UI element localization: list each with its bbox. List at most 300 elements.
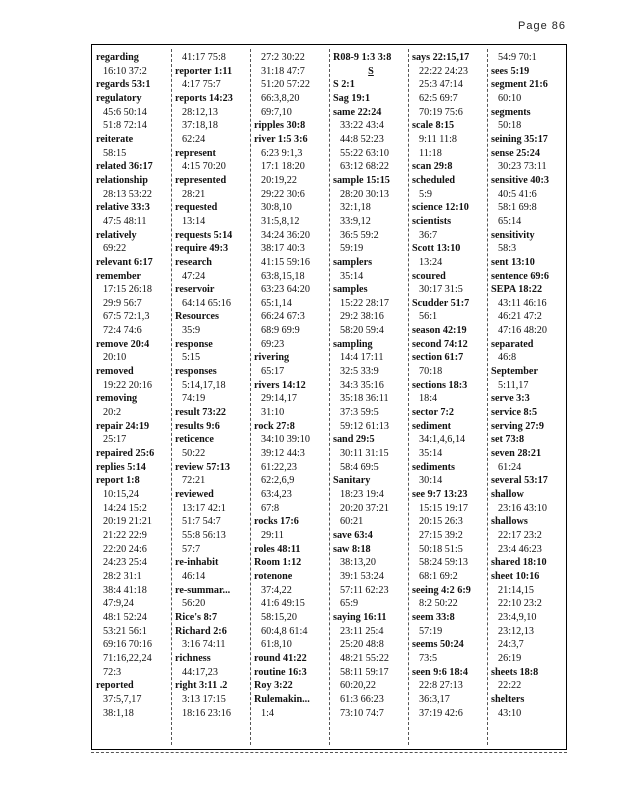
page-line-ref: 23:12,13: [498, 625, 534, 637]
index-entry: [254, 652, 330, 666]
page-line-ref: 58:15: [103, 147, 127, 159]
page-line-ref: 16:10 37:2: [103, 65, 147, 77]
page-line-ref: 23:11 25:4: [340, 625, 384, 637]
page-line-ref: 28:2 31:1: [103, 570, 142, 582]
page-line-ref: 47:9,24: [103, 598, 134, 610]
page-line-ref: 23:16 43:10: [498, 502, 547, 514]
index-term: segment 21:6: [491, 79, 548, 91]
index-term: reporter 1:11: [175, 65, 233, 77]
index-entry: [333, 256, 409, 283]
index-entry: [333, 51, 409, 65]
index-term: shallow: [491, 489, 524, 500]
index-entry: [175, 556, 251, 583]
index-entry: [175, 174, 251, 201]
index-term: re-inhabit: [175, 557, 219, 569]
index-term: samples: [333, 284, 368, 296]
index-term: replies 5:14: [96, 461, 146, 473]
index-term: scheduled: [412, 174, 456, 186]
page-line-ref: 69:23: [261, 338, 285, 350]
page-line-ref: 57:11 62:23: [340, 584, 389, 596]
page-line-ref: 66:24 67:3: [261, 311, 305, 323]
index-term: several 53:17: [491, 475, 548, 487]
page-line-ref: 34:10 39:10: [261, 434, 310, 446]
page-line-ref: 1:4: [261, 707, 275, 719]
index-term: Scudder 51:7: [412, 297, 470, 309]
index-entry: [412, 638, 488, 665]
index-term: sensitivity: [491, 229, 535, 241]
index-entry: [412, 338, 488, 352]
page-line-ref: 55:22 63:10: [340, 147, 389, 159]
page-line-ref: 20:15 26:3: [419, 516, 463, 528]
index-term: report 1:8: [96, 475, 140, 487]
index-entry: [333, 529, 409, 543]
index-term: sees 5:19: [491, 65, 530, 77]
index-term: shallows: [491, 516, 528, 528]
index-term: response: [175, 338, 213, 350]
page-line-ref: 5:14,17,18: [182, 379, 226, 391]
index-term: serve 3:3: [491, 393, 530, 405]
index-entry: [333, 338, 409, 434]
page-line-ref: 15:15 19:17: [419, 502, 468, 514]
page-line-ref: 58:4 69:5: [340, 461, 379, 473]
index-term: second 74:12: [412, 338, 468, 350]
index-entry: [412, 201, 488, 215]
page-line-ref: 69:7,10: [261, 106, 292, 118]
page-line-ref: 70:19 75:6: [419, 106, 463, 118]
index-term: save 63:4: [333, 529, 373, 541]
index-term: samplers: [333, 256, 373, 268]
page-line-ref: 28:21: [182, 188, 206, 200]
page-line-ref: 44:17,23: [182, 666, 218, 678]
page-line-ref: 14:24 15:2: [103, 502, 147, 514]
page-line-ref: 4:17 75:7: [182, 79, 221, 91]
index-term: scale 8:15: [412, 120, 455, 132]
index-entry: [96, 92, 172, 133]
page-line-ref: 30:14: [419, 475, 443, 487]
index-term: sediment: [412, 420, 452, 432]
index-entry: [254, 679, 330, 693]
page-line-ref: 68:1 69:2: [419, 570, 458, 582]
page-line-ref: 29:9 56:7: [103, 297, 142, 309]
page-line-ref: 58:15,20: [261, 611, 297, 623]
index-term: scientists: [412, 215, 452, 227]
page-line-ref: 22:22: [498, 680, 522, 692]
index-entry: [96, 679, 172, 720]
index-entry: [491, 338, 567, 365]
page-line-ref: 38:4 41:18: [103, 584, 147, 596]
page-line-ref: 9:11 11:8: [419, 133, 458, 145]
page-line-ref: 50:22: [182, 448, 206, 460]
page-line-ref: 18:4: [419, 393, 438, 405]
index-entry: [491, 78, 567, 105]
page-line-ref: 23:4,9,10: [498, 611, 537, 623]
index-entry: [491, 147, 567, 174]
page-line-ref: 25:20 48:8: [340, 639, 384, 651]
index-term: reiterate: [96, 133, 134, 145]
index-entry: [175, 433, 251, 460]
index-entry: [491, 420, 567, 434]
page-line-ref: 31:5,8,12: [261, 215, 300, 227]
index-entry: [175, 242, 251, 256]
section-letter: S: [368, 65, 374, 77]
page-line-ref: 37:3 59:5: [340, 407, 379, 419]
page-line-ref: 51:20 57:22: [261, 79, 310, 91]
index-term: repair 24:19: [96, 420, 150, 432]
page-line-ref: 27:2 30:22: [261, 52, 305, 63]
index-entry: [175, 51, 251, 65]
page-line-ref: 46:8: [498, 352, 517, 364]
index-entry: [412, 461, 488, 488]
index-entry: [333, 92, 409, 106]
page-line-ref: 58:24 59:13: [419, 557, 468, 569]
page-line-ref: 22:20 24:6: [103, 543, 147, 555]
page-line-ref: 36:3,17: [419, 693, 450, 705]
page-line-ref: 13:24: [419, 256, 443, 268]
index-entry: [491, 283, 567, 338]
index-entry: [491, 392, 567, 406]
page-line-ref: 5:9: [419, 188, 433, 200]
index-entry: [254, 515, 330, 542]
page-line-ref: 36:5 59:2: [340, 229, 379, 241]
index-entry: [96, 447, 172, 461]
index-term: represent: [175, 147, 216, 159]
page-line-ref: 30:8,10: [261, 202, 292, 214]
index-column-5: [412, 51, 488, 720]
page-line-ref: 60:10: [498, 92, 522, 104]
page-line-ref: 56:1: [419, 311, 438, 323]
page-line-ref: 32:5 33:9: [340, 366, 379, 378]
index-term: Roy 3:22: [254, 680, 293, 692]
index-entry: [412, 51, 488, 119]
index-entry: [491, 556, 567, 570]
page-line-ref: 50:18: [498, 120, 522, 132]
index-entry: [412, 160, 488, 174]
index-entry: [96, 420, 172, 447]
page-line-ref: 22:17 23:2: [498, 529, 542, 541]
page-line-ref: 20:19 21:21: [103, 516, 152, 528]
page-line-ref: 57:19: [419, 625, 443, 637]
page-line-ref: 58:3: [498, 243, 517, 255]
index-entry: [96, 461, 172, 475]
index-term: shelters: [491, 693, 525, 705]
index-term: science 12:10: [412, 202, 469, 214]
index-term: seven 28:21: [491, 448, 542, 460]
index-entry: [175, 338, 251, 365]
page-line-ref: 28:20 30:13: [340, 188, 389, 200]
index-entry: [412, 420, 488, 461]
index-entry: [491, 693, 567, 720]
index-entry: [333, 543, 409, 611]
page-line-ref: 24:23 25:4: [103, 557, 147, 569]
page-line-ref: 67:8: [261, 502, 280, 514]
page-line-ref: 3:16 74:11: [182, 639, 226, 651]
page-line-ref: 60:21: [340, 516, 364, 528]
index-entry: [333, 433, 409, 474]
index-term: separated: [491, 338, 534, 350]
page-line-ref: 15:22 28:17: [340, 297, 389, 309]
index-entry: [175, 652, 251, 679]
index-entry: [333, 106, 409, 174]
index-term: sheet 10:16: [491, 570, 540, 582]
index-term: reported: [96, 680, 134, 692]
page-line-ref: 19:22 20:16: [103, 379, 152, 391]
page-line-ref: 59:12 61:13: [340, 420, 389, 432]
page-line-ref: 70:18: [419, 366, 443, 378]
page-line-ref: 61:24: [498, 461, 522, 473]
index-entry: [491, 515, 567, 556]
index-entry: [491, 270, 567, 284]
index-entry: [254, 666, 330, 680]
page-number: Page 86: [518, 20, 566, 32]
page-line-ref: 36:7: [419, 229, 438, 241]
index-entry: [491, 65, 567, 79]
index-term: removing: [96, 393, 138, 405]
index-term: require 49:3: [175, 243, 229, 255]
page-line-ref: 63:8,15,18: [261, 270, 305, 282]
page-line-ref: 25:3 47:14: [419, 79, 463, 91]
page-line-ref: 31:10: [261, 407, 285, 419]
page-line-ref: 25:17: [103, 434, 127, 446]
index-term: richness: [175, 652, 211, 664]
page-line-ref: 61:8,10: [261, 639, 292, 651]
index-term: sections 18:3: [412, 379, 468, 391]
index-entry: [333, 474, 409, 529]
index-term: shared 18:10: [491, 557, 547, 569]
index-entry: [491, 474, 567, 488]
index-term: seeing 4:2 6:9: [412, 584, 471, 596]
index-term: S 2:1: [333, 79, 355, 91]
page-line-ref: 35:9: [182, 325, 201, 337]
page-line-ref: 45:6 50:14: [103, 106, 147, 118]
index-term: reviewed: [175, 489, 214, 500]
index-entry: [96, 474, 172, 679]
index-entry: [254, 543, 330, 557]
page-line-ref: 8:2 50:22: [419, 598, 458, 610]
index-term: saying 16:11: [333, 611, 387, 623]
page-line-ref: 26:19: [498, 652, 522, 664]
index-entry: [412, 488, 488, 584]
index-term: reticence: [175, 434, 214, 446]
index-entry: [254, 51, 330, 119]
index-entry: [254, 133, 330, 352]
page-line-ref: 74:19: [182, 393, 206, 405]
page-line-ref: 23:4 46:23: [498, 543, 542, 555]
index-term: set 73:8: [491, 434, 525, 446]
page-line-ref: 65:17: [261, 366, 285, 378]
index-term: seen 9:6 18:4: [412, 666, 469, 678]
page-line-ref: 29:14,17: [261, 393, 297, 405]
page-line-ref: 63:23 64:20: [261, 284, 310, 296]
page-line-ref: 11:18: [419, 147, 442, 159]
index-entry: [491, 51, 567, 65]
index-term: responses: [175, 366, 217, 378]
index-entry: [175, 201, 251, 228]
page-line-ref: 65:9: [340, 598, 359, 610]
index-term: Rice's 8:7: [175, 611, 218, 623]
index-entry: [333, 283, 409, 338]
index-term: remove 20:4: [96, 338, 150, 350]
page-line-ref: 39:12 44:3: [261, 448, 305, 460]
page-line-ref: 18:16 23:16: [182, 707, 231, 719]
index-entry: [491, 488, 567, 515]
index-term: sensitive 40:3: [491, 174, 550, 186]
index-entry: [491, 174, 567, 229]
index-entry: [96, 392, 172, 419]
index-term: ripples 30:8: [254, 120, 306, 132]
page-line-ref: 63:12 68:22: [340, 161, 389, 173]
page-line-ref: 51:7 54:7: [182, 516, 221, 528]
page-line-ref: 51:8 72:14: [103, 120, 147, 132]
page-line-ref: 20:20 37:21: [340, 502, 389, 514]
index-term: SEPA 18:22: [491, 284, 543, 296]
index-entry: [96, 256, 172, 270]
page-line-ref: 68:9 69:9: [261, 325, 300, 337]
page-line-ref: 73:10 74:7: [340, 707, 384, 719]
index-column-2: [175, 51, 251, 720]
index-term: result 73:22: [175, 407, 227, 419]
page-line-ref: 30:17 31:5: [419, 284, 463, 296]
index-entry: [175, 256, 251, 283]
index-term: sense 25:24: [491, 147, 540, 159]
index-term: rocks 17:6: [254, 516, 299, 528]
page-line-ref: 62:5 69:7: [419, 92, 458, 104]
index-entry: [491, 106, 567, 133]
index-term: relationship: [96, 174, 148, 186]
index-term: R08-9 1:3 3:8: [333, 52, 392, 63]
page-line-ref: 33:9,12: [340, 215, 371, 227]
page-line-ref: 28:13 53:22: [103, 188, 152, 200]
page-line-ref: 66:3,8,20: [261, 92, 300, 104]
index-term: rotenone: [254, 570, 293, 582]
index-entry: [96, 174, 172, 201]
index-entry: [491, 447, 567, 474]
index-term: scan 29:8: [412, 161, 453, 173]
index-entry: [333, 78, 409, 92]
page-line-ref: 35:14: [340, 270, 364, 282]
index-frame: [91, 44, 567, 750]
page-line-ref: 14:4 17:11: [340, 352, 384, 364]
page-line-ref: 41:15 59:16: [261, 256, 310, 268]
index-entry: [96, 201, 172, 228]
page-line-ref: 30:11 31:15: [340, 448, 389, 460]
page-line-ref: 37:5,7,17: [103, 693, 142, 705]
page-line-ref: 69:16 70:16: [103, 639, 152, 651]
index-term: review 57:13: [175, 461, 230, 473]
page-line-ref: 34:1,4,6,14: [419, 434, 466, 446]
index-term: sector 7:2: [412, 407, 454, 419]
page-line-ref: 44:8 52:23: [340, 133, 384, 145]
index-entry: [412, 324, 488, 338]
index-term: routine 16:3: [254, 666, 307, 678]
index-term: reports 14:23: [175, 92, 233, 104]
index-term: re-summar...: [175, 584, 231, 596]
page-line-ref: 73:5: [419, 652, 438, 664]
index-entry: [491, 133, 567, 147]
page-line-ref: 13:14: [182, 215, 206, 227]
page-line-ref: 34:24 36:20: [261, 229, 310, 241]
index-term: reservoir: [175, 284, 215, 296]
index-term: removed: [96, 366, 134, 378]
index-entry: [175, 283, 251, 310]
index-entry: [175, 461, 251, 488]
page-line-ref: 58:20 59:4: [340, 325, 384, 337]
index-entry: [412, 406, 488, 420]
page-line-ref: 61:22,23: [261, 461, 297, 473]
index-term: segments: [491, 106, 531, 118]
index-entry: [254, 556, 330, 570]
index-entry: [175, 310, 251, 337]
page-line-ref: 55:8 56:13: [182, 529, 226, 541]
index-term: serving 27:9: [491, 420, 544, 432]
index-term: Scott 13:10: [412, 243, 461, 255]
index-term: sent 13:10: [491, 256, 535, 268]
index-entry: [412, 666, 488, 721]
page-line-ref: 59:19: [340, 243, 364, 255]
page-line-ref: 38:17 40:3: [261, 243, 305, 255]
index-entry: [412, 215, 488, 242]
index-term: relevant 6:17: [96, 256, 153, 268]
page-line-ref: 38:13,20: [340, 557, 376, 569]
index-term: service 8:5: [491, 407, 538, 419]
index-column-6: [491, 51, 567, 720]
index-column-3: [254, 51, 330, 720]
index-entry: [96, 229, 172, 256]
index-entry: [254, 119, 330, 133]
page-line-ref: 21:22 22:9: [103, 529, 147, 541]
index-term: requested: [175, 202, 218, 214]
index-entry: [175, 92, 251, 147]
page-line-ref: 61:3 66:23: [340, 693, 384, 705]
page-line-ref: 17:15 26:18: [103, 284, 152, 296]
index-term: sentence 69:6: [491, 270, 549, 282]
index-term: seems 50:24: [412, 639, 464, 651]
page-line-ref: 5:11,17: [498, 379, 529, 391]
page-line-ref: 28:12,13: [182, 106, 218, 118]
index-term: same 22:24: [333, 106, 382, 118]
page-line-ref: 41:6 49:15: [261, 598, 305, 610]
index-column-1: [96, 51, 172, 720]
index-term: Room 1:12: [254, 557, 302, 569]
page-line-ref: 17:1 18:20: [261, 161, 305, 173]
index-entry: [412, 174, 488, 201]
index-term: round 41:22: [254, 652, 307, 664]
index-entry: [96, 133, 172, 160]
index-term: Sanitary: [333, 475, 371, 487]
index-entry: [175, 488, 251, 556]
page-line-ref: 72:4 74:6: [103, 325, 142, 337]
index-column-4: [333, 51, 409, 720]
index-entry: [96, 365, 172, 392]
page-line-ref: 48:1 52:24: [103, 611, 147, 623]
page-line-ref: 38:1,18: [103, 707, 134, 719]
index-entry: [412, 242, 488, 269]
index-entry: [333, 174, 409, 256]
index-entry: [491, 433, 567, 447]
page-line-ref: 71:16,22,24: [103, 652, 152, 664]
page-line-ref: 43:10: [498, 707, 522, 719]
index-term: regards 53:1: [96, 79, 151, 91]
page-line-ref: 62:2,6,9: [261, 475, 295, 487]
index-entry: [254, 570, 330, 652]
index-entry: [254, 420, 330, 516]
index-entry: [175, 365, 251, 406]
index-entry: [96, 51, 172, 78]
page-line-ref: 29:2 38:16: [340, 311, 384, 323]
page-line-ref: 58:1 69:8: [498, 202, 537, 214]
index-entry: [254, 379, 330, 420]
index-entry: [491, 365, 567, 392]
index-entry: [96, 338, 172, 365]
